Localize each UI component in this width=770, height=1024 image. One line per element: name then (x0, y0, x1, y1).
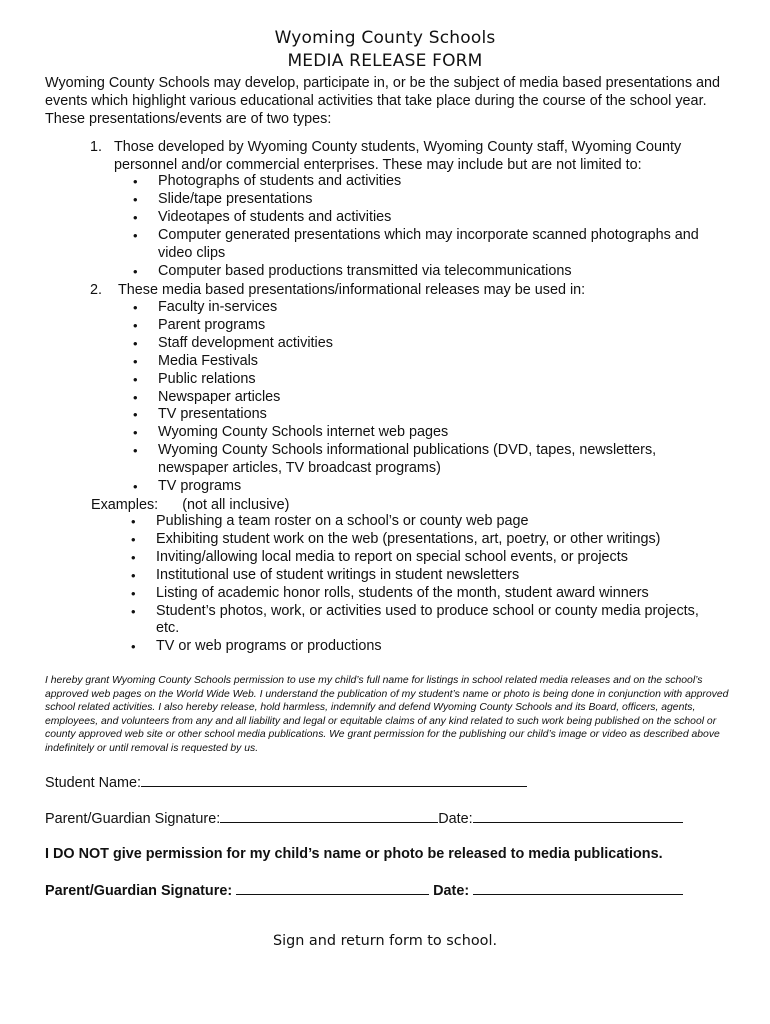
bullet-item (131, 603, 723, 639)
list-item-2 (90, 281, 730, 299)
bullet-icon: • (133, 300, 138, 315)
examples-heading (91, 496, 289, 514)
bullet-text: Parent programs (158, 316, 266, 333)
bullet-icon: • (131, 531, 136, 547)
bullet-text: Computer generated presentations which may incorporate scanned photographs and video clips (158, 226, 699, 261)
parent-signature-field[interactable] (220, 809, 438, 823)
bullet-icon: • (133, 425, 138, 441)
bullet-item (133, 335, 723, 353)
bullet-text: Photographs of students and activities (158, 173, 402, 189)
bullet-item (133, 209, 723, 227)
bullet-icon: • (133, 317, 138, 333)
bullet-item (133, 353, 723, 371)
bullet-icon: • (131, 567, 136, 583)
bullet-icon: • (133, 371, 138, 387)
parent-signature-row-2 (45, 881, 683, 900)
bullet-list-examples (131, 513, 723, 656)
bullet-text: Newspaper articles (158, 388, 281, 405)
bullet-item (131, 585, 723, 603)
intro-paragraph: Wyoming County Schools may develop, participate in, or be the subject of media based presentations and events which highlight various educational activities that take place during the course of the school year. These presentations/events are of two types: (45, 75, 721, 127)
bullet-icon: • (133, 389, 138, 405)
date-field-2[interactable] (473, 881, 683, 895)
bullet-icon: • (131, 514, 136, 529)
bullet-icon: • (133, 209, 138, 225)
list-number: 1. (90, 139, 103, 155)
bullet-icon: • (131, 603, 136, 619)
list-number: 2. (90, 282, 103, 298)
bullet-item (133, 371, 723, 389)
bullet-item (133, 299, 723, 317)
bullet-item (133, 191, 723, 209)
student-name-field[interactable] (141, 773, 527, 787)
bullet-item (131, 513, 723, 531)
footer-instruction: Sign and return form to school. (272, 933, 498, 949)
bullet-item (133, 263, 723, 281)
list-item-1 (90, 138, 730, 174)
bullet-item (133, 442, 723, 478)
bullet-icon: • (133, 174, 138, 189)
bullet-icon: • (131, 585, 136, 601)
bullet-text: Institutional use of student writings in student newsletters (156, 566, 520, 583)
bullet-text: Videotapes of students and activities (158, 208, 392, 225)
bullet-text: Student’s photos, work, or activities used to produce school or county media projects, etc. (156, 602, 699, 637)
bullet-item (133, 424, 723, 442)
date-label-2: Date: (433, 883, 470, 899)
bullet-icon: • (133, 263, 138, 279)
parent-signature-label: Parent/Guardian Signature: (45, 811, 221, 827)
bullet-text: TV presentations (158, 406, 267, 423)
bullet-text: Wyoming County Schools informational publications (DVD, tapes, newsletters, newspaper articles, TV broadcast programs) (158, 442, 657, 477)
bullet-item (133, 227, 723, 263)
bullet-icon: • (133, 353, 138, 369)
bullet-item (133, 478, 723, 496)
bullet-text: Wyoming County Schools internet web pages (158, 424, 449, 441)
bullet-icon: • (131, 639, 136, 655)
examples-label: Examples: (91, 497, 159, 513)
bullet-text: Computer based productions transmitted via telecommunications (158, 262, 572, 279)
bullet-list-types (133, 173, 723, 280)
bullet-icon: • (131, 549, 136, 565)
student-name-row (45, 773, 527, 792)
bullet-text: Faculty in-services (158, 299, 278, 315)
bullet-icon: • (133, 227, 138, 243)
bullet-item (133, 317, 723, 335)
bullet-item (133, 406, 723, 424)
bullet-text: TV or web programs or productions (156, 638, 382, 655)
bullet-icon: • (133, 407, 138, 423)
bullet-text: Exhibiting student work on the web (presentations, art, poetry, or other writings) (156, 530, 661, 547)
bullet-text: Slide/tape presentations (158, 190, 313, 207)
bullet-text: Listing of academic honor rolls, students of the month, student award winners (156, 584, 649, 601)
bullet-item (133, 389, 723, 407)
bullet-text: Public relations (158, 370, 256, 387)
bullet-text: Staff development activities (158, 334, 333, 351)
bullet-text: Publishing a team roster on a school’s or county web page (156, 513, 529, 529)
form-title: MEDIA RELEASE FORM (287, 51, 483, 71)
date-label: Date: (438, 811, 473, 827)
bullet-icon: • (133, 443, 138, 459)
bullet-list-uses (133, 299, 723, 496)
grant-permission-paragraph: I hereby grant Wyoming County Schools permission to use my child’s full name for listings in school related media releases and on the school’s approved web pages on the World Wide Web. I understand the publication of my student’s name or photo is being done in conjunction with approved school related activities. I also hereby release, hold harmless, indemnify and defend Wyoming County Schools and its Board, officers, agents, employees, and volunteers from any and all liability and legal or equitable claims of any kind related to such work being published on the school or county approved web site or other school media publications. We grant permission for the publishing our child’s image or video as described above indefinitely or until removal is requested by us. (45, 675, 729, 754)
bullet-text: Inviting/allowing local media to report on special school events, or projects (156, 548, 628, 565)
bullet-text: Media Festivals (158, 352, 258, 369)
parent-signature-row (45, 809, 683, 828)
list-item-text: These media based presentations/informational releases may be used in: (118, 282, 586, 298)
bullet-item (131, 531, 723, 549)
bullet-icon: • (133, 191, 138, 207)
parent-signature-label-2: Parent/Guardian Signature: (45, 883, 233, 899)
list-item-text: Those developed by Wyoming County students, Wyoming County staff, Wyoming County personnel and/or commercial enterprises. These may include but are not limited to: (114, 139, 682, 173)
bullet-item (133, 173, 723, 191)
student-name-label: Student Name: (45, 775, 141, 791)
bullet-item (131, 567, 723, 585)
bullet-item (131, 638, 723, 656)
bullet-icon: • (133, 335, 138, 351)
parent-signature-field-2[interactable] (236, 881, 429, 895)
date-field[interactable] (473, 809, 683, 823)
bullet-text: TV programs (158, 478, 242, 495)
org-title: Wyoming County Schools (274, 28, 496, 48)
bullet-item (131, 549, 723, 567)
do-not-permission-statement: I DO NOT give permission for my child’s name or photo be released to media publications. (45, 846, 663, 862)
bullet-icon: • (133, 479, 138, 495)
examples-note: (not all inclusive) (182, 497, 290, 513)
